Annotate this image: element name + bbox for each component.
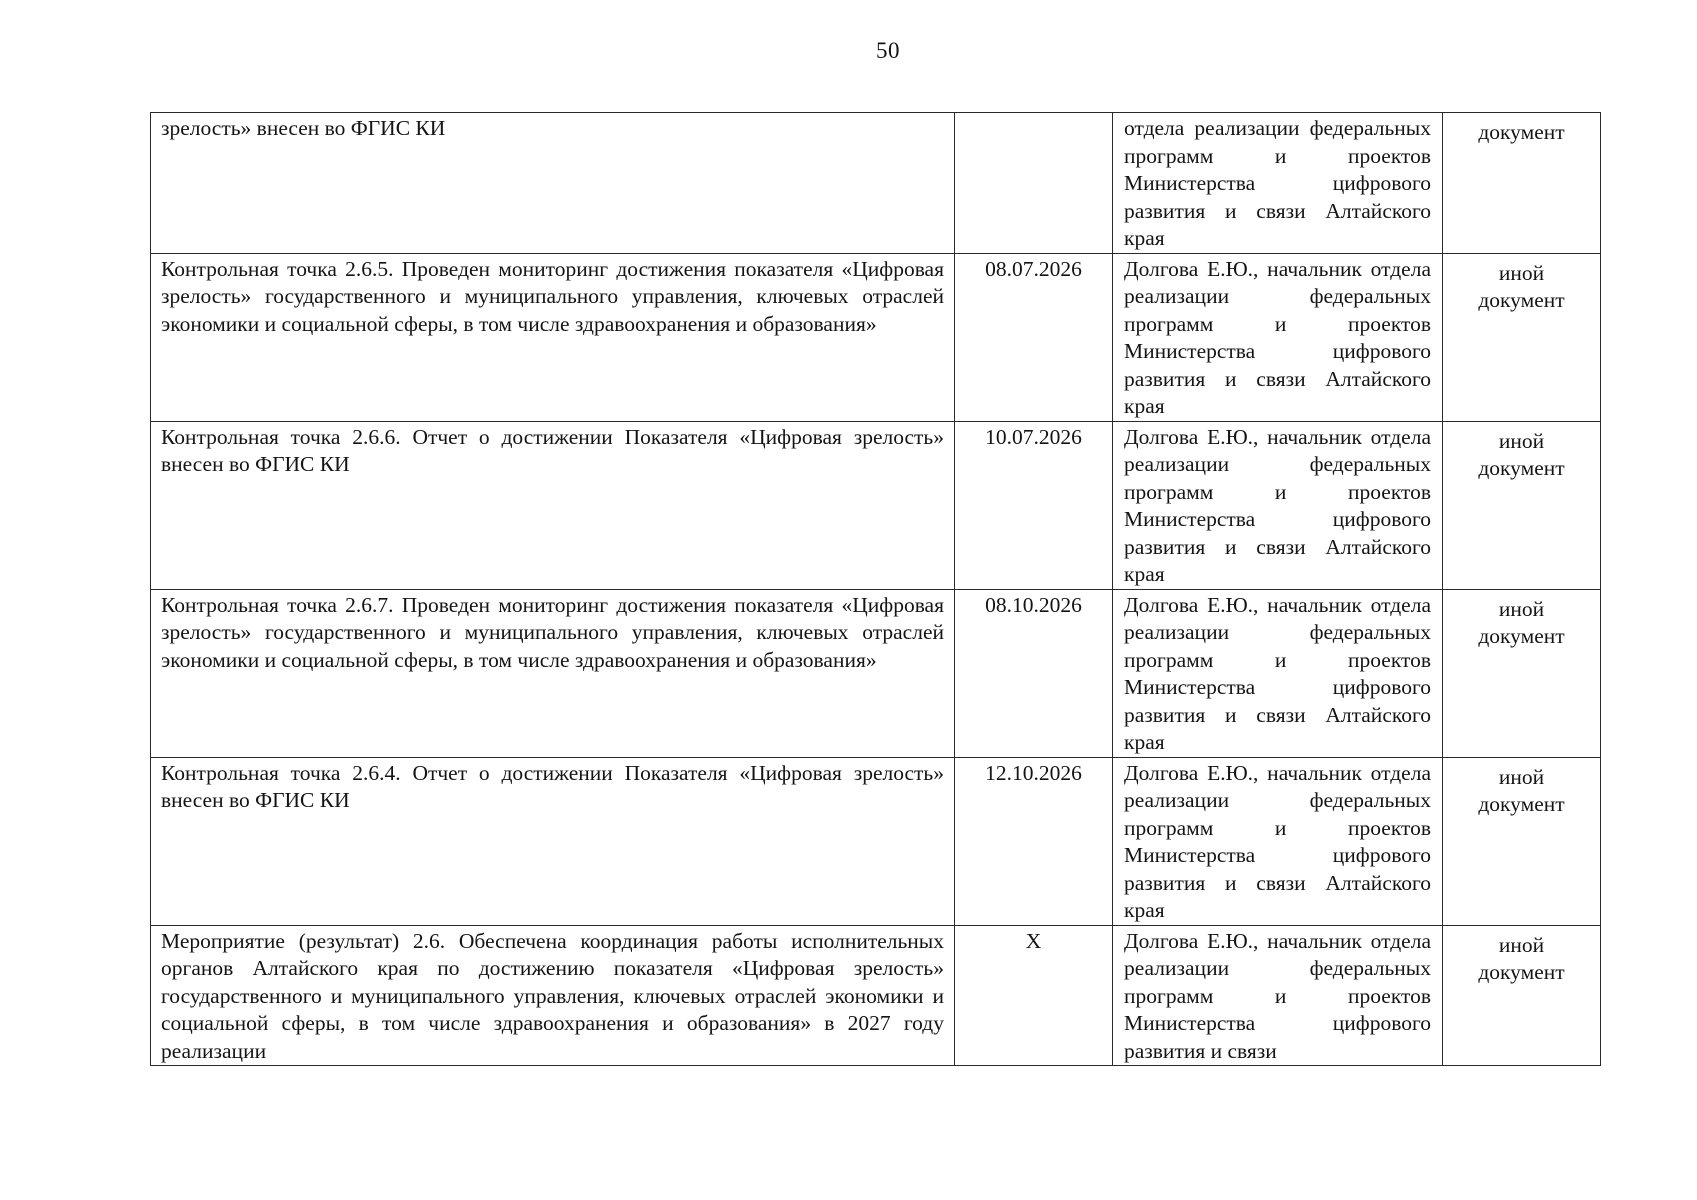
page-number: 50 (876, 38, 900, 63)
date-cell: 12.10.2026 (955, 757, 1113, 925)
description-cell: Контрольная точка 2.6.6. Отчет о достижении Показателя «Цифровая зрелость» внесен во ФГИС КИ (151, 421, 955, 589)
table-row (151, 589, 1601, 757)
responsible-cell: Долгова Е.Ю., начальник отдела реализации федеральных программ и проектов Министерства цифрового развития и связи Алтайского края (1113, 757, 1443, 925)
date-cell (955, 113, 1113, 254)
document-type-line: документ (1478, 120, 1565, 144)
responsible-cell: Долгова Е.Ю., начальник отдела реализации федеральных программ и проектов Министерства цифрового развития и связи Алтайского края (1113, 421, 1443, 589)
description-cell: Контрольная точка 2.6.7. Проведен мониторинг достижения показателя «Цифровая зрелость» государственного и муниципального управления, ключевых отраслей экономики и социальной сферы, в том числе здравоохранения и образования» (151, 589, 955, 757)
document-type-line: документ (1478, 960, 1565, 984)
date-cell: 08.07.2026 (955, 253, 1113, 421)
table-row (151, 113, 1601, 254)
description-cell: зрелость» внесен во ФГИС КИ (151, 113, 955, 254)
date-cell: 08.10.2026 (955, 589, 1113, 757)
document-type-line: иной (1498, 764, 1545, 789)
document-type-cell (1443, 253, 1601, 421)
responsible-cell: Долгова Е.Ю., начальник отдела реализации федеральных программ и проектов Министерства цифрового развития и связи Алтайского края (1113, 589, 1443, 757)
document-type-cell (1443, 113, 1601, 254)
responsible-cell (1113, 925, 1443, 1066)
document-type-line: иной (1498, 428, 1545, 453)
date-cell: X (955, 925, 1113, 1066)
table-row (151, 925, 1601, 1066)
control-points-table (150, 112, 1601, 1066)
table-row (151, 253, 1601, 421)
responsible-text: Долгова Е.Ю., начальник отдела реализации федеральных программ и проектов Министерства цифрового развития и связи (1124, 928, 1431, 1063)
description-cell: Контрольная точка 2.6.4. Отчет о достижении Показателя «Цифровая зрелость» внесен во ФГИС КИ (151, 757, 955, 925)
document-type-line: иной (1498, 260, 1545, 285)
table-row (151, 421, 1601, 589)
description-cell: Мероприятие (результат) 2.6. Обеспечена координация работы исполнительных органов Алтайского края по достижению показателя «Цифровая зрелость» государственного и муниципального управления, ключевых отраслей экономики и социальной сферы, в том числе здравоохранения и образования» в 2027 году реализации (151, 925, 955, 1066)
responsible-cell: отдела реализации федеральных программ и проектов Министерства цифрового развития и связи Алтайского края (1113, 113, 1443, 254)
document-type-cell (1443, 757, 1601, 925)
date-cell: 10.07.2026 (955, 421, 1113, 589)
document-type-cell (1443, 421, 1601, 589)
table-row (151, 757, 1601, 925)
document-type-line: документ (1478, 288, 1565, 312)
responsible-cell: Долгова Е.Ю., начальник отдела реализации федеральных программ и проектов Министерства цифрового развития и связи Алтайского края (1113, 253, 1443, 421)
document-type-line: документ (1478, 792, 1565, 816)
document-type-line: иной (1498, 932, 1545, 957)
document-type-line: иной (1498, 596, 1545, 621)
document-type-line: документ (1478, 624, 1565, 648)
description-cell: Контрольная точка 2.6.5. Проведен мониторинг достижения показателя «Цифровая зрелость» государственного и муниципального управления, ключевых отраслей экономики и социальной сферы, в том числе здравоохранения и образования» (151, 253, 955, 421)
document-type-cell (1443, 589, 1601, 757)
document-type-line: документ (1478, 456, 1565, 480)
document-type-cell (1443, 925, 1601, 1066)
